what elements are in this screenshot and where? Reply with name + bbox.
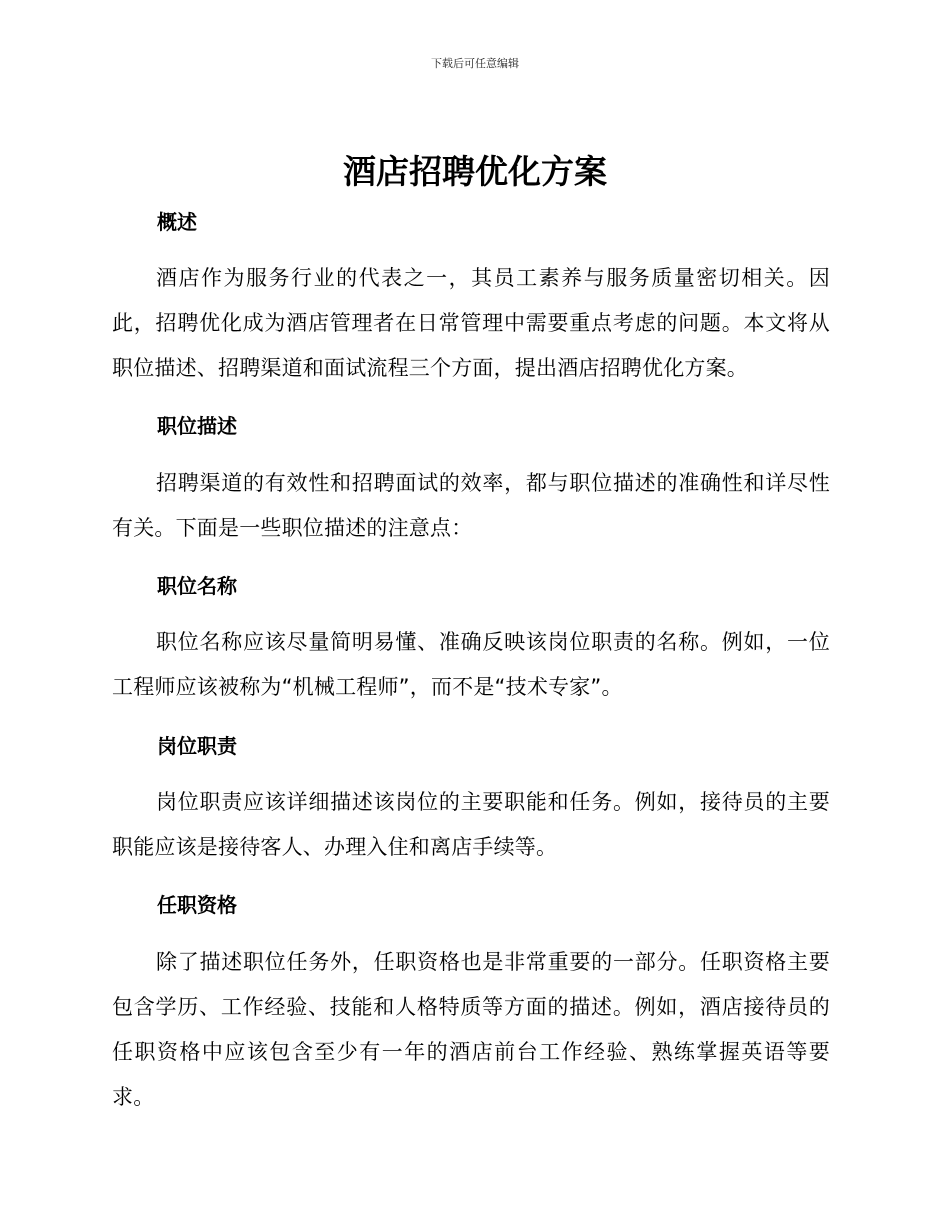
paragraph-qualifications: 除了描述职位任务外，任职资格也是非常重要的一部分。任职资格主要包含学历、工作经验、技能和人格特质等方面的描述。例如，酒店接待员的任职资格中应该包含至少有一年的酒店前台工作经验、熟练掌握英语等要求。 — [112, 950, 830, 1109]
section-heading-qualifications: 任职资格 — [157, 893, 237, 917]
paragraph-overview: 酒店作为服务行业的代表之一，其员工素养与服务质量密切相关。因此，招聘优化成为酒店管理者在日常管理中需要重点考虑的问题。本文将从职位描述、招聘渠道和面试流程三个方面，提出酒店招聘优化方案。 — [112, 266, 830, 380]
paragraph-job-title: 职位名称应该尽量简明易懂、准确反映该岗位职责的名称。例如，一位工程师应该被称为“机械工程师”，而不是“技术专家”。 — [112, 630, 830, 699]
section-heading-job-title: 职位名称 — [157, 574, 237, 598]
header-note: 下载后可任意编辑 — [431, 57, 519, 70]
page-title: 酒店招聘优化方案 — [343, 152, 607, 191]
section-heading-job-description: 职位描述 — [157, 414, 237, 438]
paragraph-responsibilities: 岗位职责应该详细描述该岗位的主要职能和任务。例如，接待员的主要职能应该是接待客人、办理入住和离店手续等。 — [112, 790, 830, 859]
paragraph-job-description: 招聘渠道的有效性和招聘面试的效率，都与职位描述的准确性和详尽性有关。下面是一些职位描述的注意点： — [112, 471, 830, 540]
section-heading-overview: 概述 — [157, 210, 197, 234]
section-heading-responsibilities: 岗位职责 — [157, 734, 237, 758]
